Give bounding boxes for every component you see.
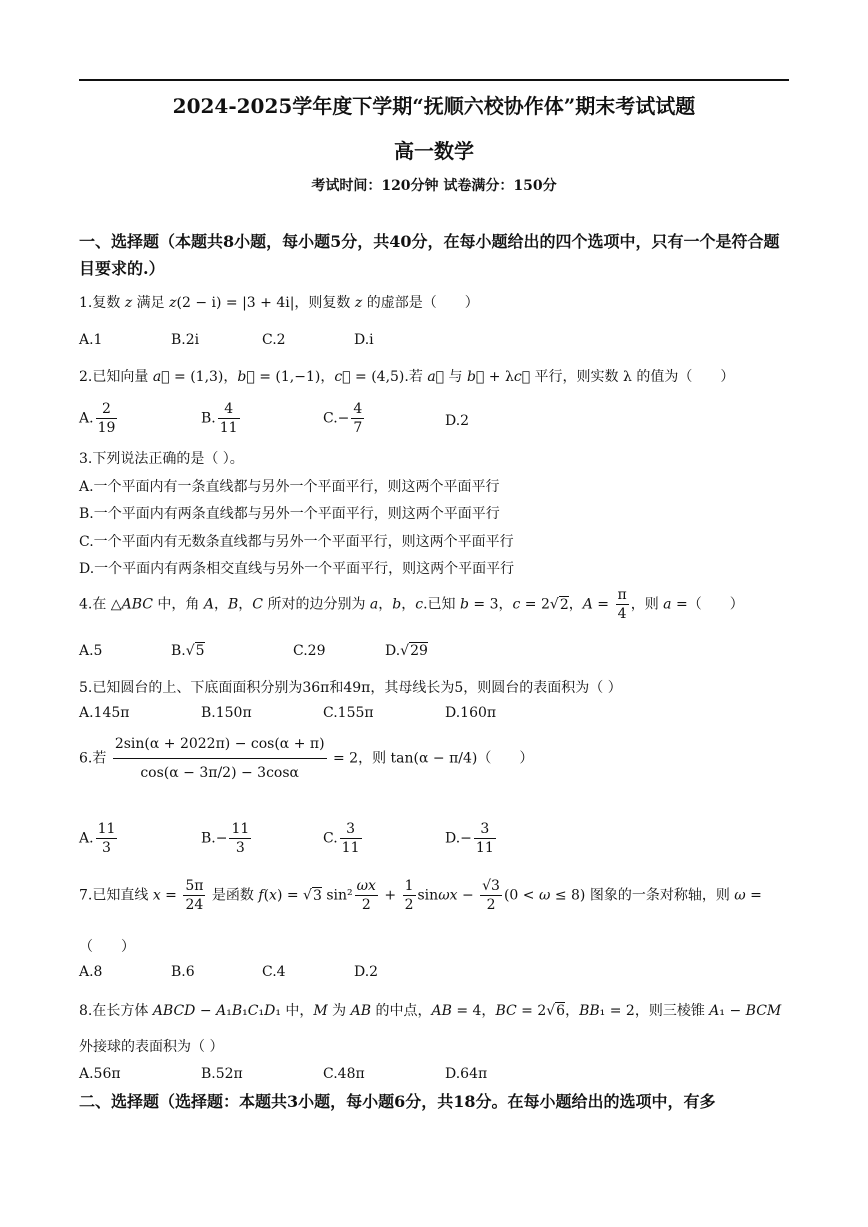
q8-option-d: D.64π: [445, 1066, 488, 1082]
q7-option-c: C.4: [262, 964, 286, 980]
q4-option-b: B.√5: [171, 643, 205, 659]
q5-option-d: D.160π: [445, 705, 497, 721]
q8-option-c: C.48π: [323, 1066, 365, 1082]
q7-option-b: B.6: [171, 964, 195, 980]
q8-option-a: A.56π: [79, 1066, 121, 1082]
question-1-stem: 1.复数 z 满足 z(2 − i) = |3 + 4i|，则复数 z 的虚部是（ ）: [79, 295, 479, 311]
section-1-heading: 一、选择题（本题共8小题，每小题5分，共40分，在每小题给出的四个选项中，只有一个是符合题目要求的.）: [79, 232, 780, 278]
question-8-stem-line2: 外接球的表面积为（ ）: [79, 1039, 224, 1055]
q4-option-d: D.√29: [385, 643, 428, 659]
q1-option-b: B.2i: [171, 332, 200, 348]
section-2-heading: 二、选择题（选择题：本题共3小题，每小题6分，共18分。在每小题给出的选项中，有多: [79, 1092, 716, 1111]
question-6-stem: 6.若 $\frac{2\sin(\alpha + 2022\pi) - \cos(\alpha + \pi)}{\cos(\alpha - 3\pi/2) - 3\cos\alpha}$ = 2，则 tan(α − π/4)（ ）: [79, 730, 533, 787]
question-5-stem: 5.已知圆台的上、下底面面积分别为36π和49π，其母线长为5，则圆台的表面积为（ ）: [79, 680, 622, 696]
q5-option-a: A.145π: [79, 705, 130, 721]
q6-option-d: D.− $\frac{3}{11}$: [445, 821, 494, 856]
q3-option-c: C.一个平面内有无数条直线都与另外一个平面平行，则这两个平面平行: [79, 534, 514, 550]
q5-option-c: C.155π: [323, 705, 374, 721]
question-7-blank: （ ）: [79, 939, 135, 955]
q2-option-c: C.− $\frac{4}{7}$: [323, 401, 363, 436]
question-8-stem: 8.在长方体 ABCD − A₁B₁C₁D₁ 中，M 为 AB 的中点，AB = 4，BC = 2√6，BB₁ = 2，则三棱锥 A₁ − BCM: [79, 1003, 782, 1019]
q6-option-c: C. $\frac{3}{11}$: [323, 821, 360, 856]
subject-title: 高一数学: [394, 139, 474, 163]
exam-title: 2024-2025学年度下学期“抚顺六校协作体”期末考试试题: [172, 94, 696, 118]
question-2-stem: 2.已知向量 a⃗ = (1,3)，b⃗ = (1,−1)，c⃗ = (4,5).若 a⃗ 与 b⃗ + λc⃗ 平行，则实数 λ 的值为（ ）: [79, 369, 735, 385]
q4-option-c: C.29: [293, 643, 326, 659]
q8-option-b: B.52π: [201, 1066, 243, 1082]
q1-option-a: A.1: [79, 332, 103, 348]
q3-option-b: B.一个平面内有两条直线都与另外一个平面平行，则这两个平面平行: [79, 506, 500, 522]
top-rule: [79, 79, 789, 81]
question-3-stem: 3.下列说法正确的是（ ）。: [79, 451, 244, 467]
q2-option-d: D.2: [445, 413, 470, 429]
q6-option-a: A. $\frac{11}{3}$: [79, 821, 116, 856]
q3-option-d: D.一个平面内有两条相交直线与另外一个平面平行，则这两个平面平行: [79, 561, 515, 577]
q7-option-a: A.8: [79, 964, 103, 980]
q3-option-a: A.一个平面内有一条直线都与另外一个平面平行，则这两个平面平行: [79, 479, 500, 495]
q2-option-b: B. $\frac{4}{11}$: [201, 401, 238, 436]
q6-option-b: B.− $\frac{11}{3}$: [201, 821, 250, 856]
q7-option-d: D.2: [354, 964, 379, 980]
q1-option-d: D.i: [354, 332, 374, 348]
question-4-stem: 4.在 △ABC 中，角 A，B，C 所对的边分别为 a，b，c.已知 b = 3，c = 2√2，A = $\frac{\pi}{4}$ ，则 a =（ ）: [79, 587, 744, 622]
q5-option-b: B.150π: [201, 705, 252, 721]
exam-info: 考试时间：120分钟 试卷满分：150分: [311, 178, 557, 194]
q4-option-a: A.5: [79, 643, 103, 659]
question-7-stem: 7.已知直线 x = $\frac{5\pi}{24}$ 是函数 f(x) = √3 sin² $\frac{\omega x}{2}$ + $\frac{1}{2}$ sinωx − $\frac{√3}{2}$ (0 < ω ≤ 8) 图象的一条对称轴，则 ω =: [79, 878, 762, 913]
q1-option-c: C.2: [262, 332, 286, 348]
q2-option-a: A. $\frac{2}{19}$: [79, 401, 116, 436]
